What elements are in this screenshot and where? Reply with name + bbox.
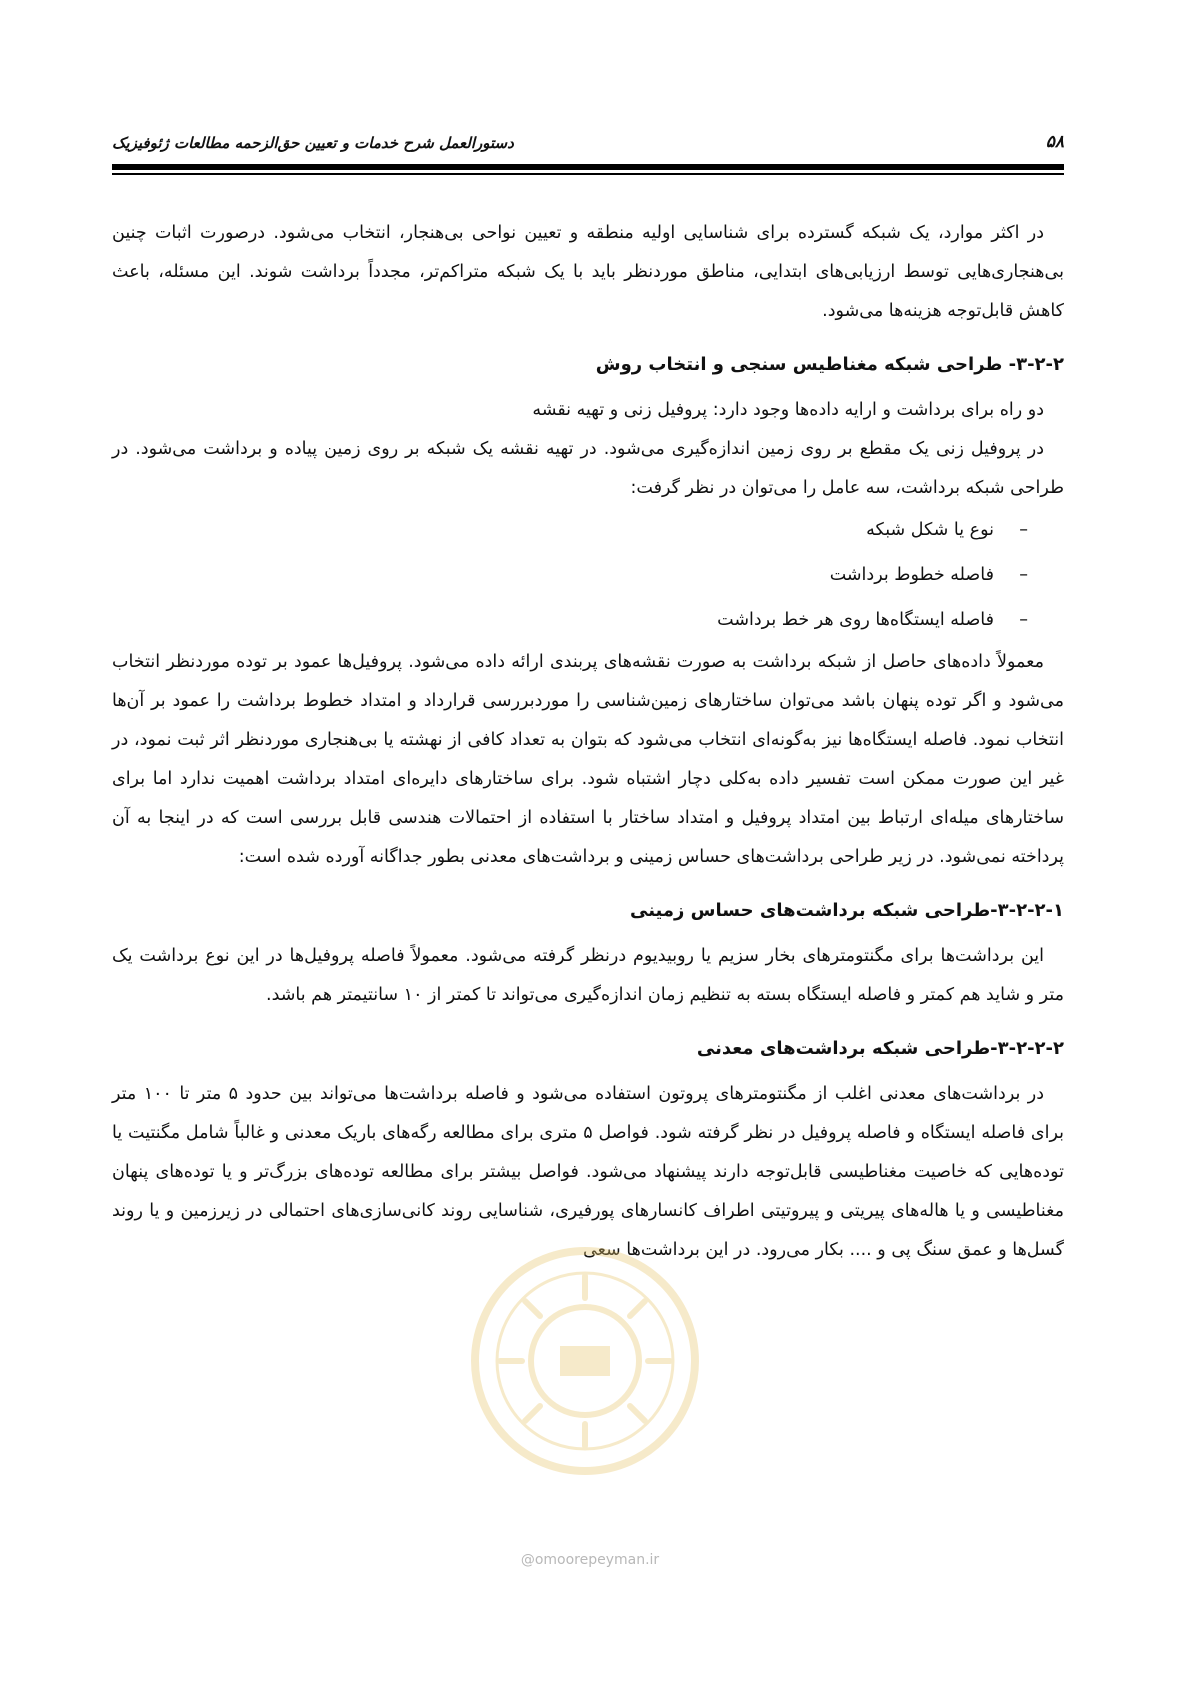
list-item-text: فاصله خطوط برداشت (829, 565, 994, 585)
list-item (112, 598, 1064, 643)
list-item-text: فاصله ایستگاه‌ها روی هر خط برداشت (717, 610, 994, 630)
section-heading-mining-surveys: ۳-۲-۲-۲-طراحی شبکه برداشت‌های معدنی (696, 1038, 1064, 1059)
list-item-text: نوع یا شکل شبکه (866, 520, 994, 540)
paragraph-ground-surveys: این برداشت‌ها برای مگنتومترهای بخار سزیم یا روبیدیوم درنظر گرفته می‌شود. معمولاً فاصله پروفیل‌ها در این نوع برداشت یک متر و شاید هم کمتر و فاصله ایستگاه بسته به تنظیم زمان اندازه‌گیری می‌تواند تا کمتر از ۱۰ سانتیمتر هم باشد. (112, 946, 1064, 1005)
page-number: ۵۸ (1045, 132, 1064, 152)
header-rule-thick (112, 164, 1064, 170)
list-item (112, 553, 1064, 598)
page-content (112, 214, 1064, 1270)
list-item (112, 508, 1064, 553)
page-header (112, 126, 1064, 160)
bullet-dash: – (1019, 610, 1028, 630)
header-title: دستورالعمل شرح خدمات و تعیین حق‌الزحمه مطالعات ژئوفیزیک (112, 134, 514, 152)
paragraph-profiling: در پروفیل زنی یک مقطع بر روی زمین اندازه‌گیری می‌شود. در تهیه نقشه یک شبکه بر روی زمین پیاده و برداشت می‌شود. در طراحی شبکه برداشت، سه عامل را می‌توان در نظر گرفت: (112, 439, 1064, 498)
section-heading-ground-surveys: ۳-۲-۲-۱-طراحی شبکه برداشت‌های حساس زمینی (630, 900, 1064, 921)
paragraph-mining-surveys: در برداشت‌های معدنی اغلب از مگنتومترهای پروتون استفاده می‌شود و فاصله برداشت‌ها می‌تواند بین حدود ۵ متر تا ۱۰۰ متر برای فاصله ایستگاه و فاصله پروفیل در نظر گرفته شود. فواصل ۵ متری برای مطالعه رگه‌های باریک معدنی و غالباً شامل مگنتیت یا توده‌هایی که خاصیت مغناطیسی قابل‌توجه دارند پیشنهاد می‌شود. فواصل بیشتر برای مطالعه توده‌های بزرگ‌تر و یا توده‌های پنهان مغناطیسی و یا هاله‌های پیریتی و پیروتیتی اطراف کانسارهای پورفیری، شناسایی روند کانی‌سازی‌های احتمالی در زیرزمین و یا روند گسل‌ها و عمق سنگ پی و .... بکار می‌رود. در این برداشت‌ها سعی (112, 1084, 1064, 1260)
bullet-dash: – (1019, 520, 1028, 540)
paragraph-intro: در اکثر موارد، یک شبکه گسترده برای شناسایی اولیه منطقه و تعیین نواحی بی‌هنجار، انتخاب می‌شود. درصورت اثبات چنین بی‌هنجاری‌هایی توسط ارزیابی‌های ابتدایی، مناطق موردنظر باید با یک شبکه متراکم‌تر، مجدداً برداشت شوند. این مسئله، باعث کاهش قابل‌توجه هزینه‌ها می‌شود. (112, 223, 1064, 321)
bullet-dash: – (1019, 565, 1028, 585)
header-rule-thin (112, 173, 1064, 175)
watermark-text: @omoorepeyman.ir (520, 1552, 660, 1568)
factor-list (112, 508, 1064, 643)
watermark-seal-icon (460, 1236, 710, 1486)
paragraph-contour-maps: معمولاً داده‌های حاصل از شبکه برداشت به صورت نقشه‌های پربندی ارائه داده می‌شود. پروفیل‌ها عمود بر توده موردنظر انتخاب می‌شود و اگر توده پنهان باشد می‌توان ساختارهای زمین‌شناسی را موردبررسی قرارداد و امتداد خطوط برداشت را عمود بر آن‌ها انتخاب نمود. فاصله ایستگاه‌ها نیز به‌گونه‌ای انتخاب می‌شود که بتوان به تعداد کافی از نهشته یا بی‌هنجاری موردنظر اثر ثبت نمود، در غیر این صورت ممکن است تفسیر داده به‌کلی دچار اشتباه شود. برای ساختارهای دایره‌ای امتداد برداشت اهمیت ندارد اما برای ساختارهای میله‌ای ارتباط بین امتداد پروفیل و امتداد ساختار با استفاده از احتمالات هندسی قابل بررسی است که در اینجا به آن پرداخته نمی‌شود. در زیر طراحی برداشت‌های حساس زمینی و برداشت‌های معدنی بطور جداگانه آورده شده است: (112, 652, 1064, 867)
paragraph-two-methods: دو راه برای برداشت و ارایه داده‌ها وجود دارد: پروفیل زنی و تهیه نقشه (532, 400, 1044, 420)
section-heading-magnetic-grid: ۳-۲-۲- طراحی شبکه مغناطیس سنجی و انتخاب روش (595, 354, 1064, 375)
